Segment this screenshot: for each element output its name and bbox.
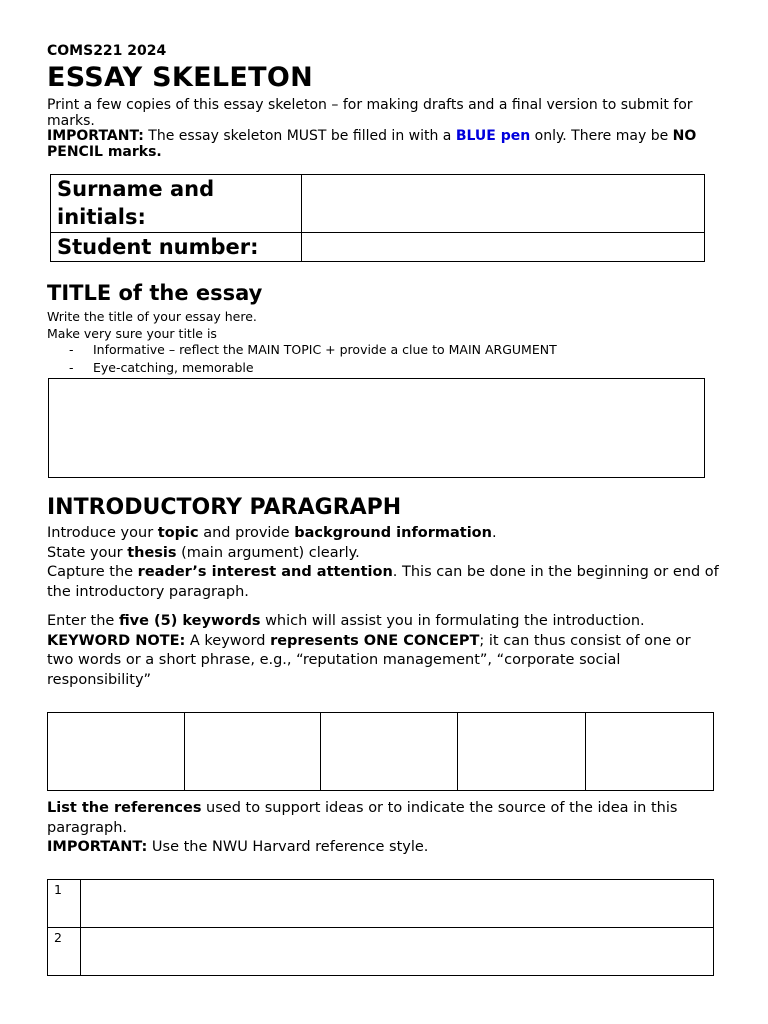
references-table: [47, 879, 714, 976]
reference-number: 2: [48, 928, 81, 976]
interest-guideline: Capture the reader’s interest and attention. This can be done in the beginning or end of the introductory paragraph.: [47, 564, 719, 600]
keyword-cell-3[interactable]: [321, 713, 458, 791]
keyword-cell-4[interactable]: [457, 713, 586, 791]
student-number-label: Student number:: [51, 233, 302, 262]
print-instructions: [47, 98, 719, 160]
keyword-entry-note: Enter the five (5) keywords which will assist you in formulating the introduction.: [47, 613, 645, 629]
table-row: [48, 880, 714, 928]
no-pencil-text: NO PENCIL marks.: [47, 128, 697, 160]
list-item: - Eye-catching, memorable: [69, 360, 254, 375]
keywords-table: [47, 712, 714, 791]
essay-title-box[interactable]: [48, 378, 705, 478]
intro-section-heading: INTRODUCTORY PARAGRAPH: [47, 495, 402, 520]
title-criteria-list: [47, 341, 557, 377]
print-copies-note: Print a few copies of this essay skeleton – for making drafts and a final version to submit for marks.: [47, 97, 693, 129]
blue-pen-text: BLUE pen: [455, 128, 531, 144]
keyword-cell-2[interactable]: [184, 713, 321, 791]
thesis-guideline: State your thesis (main argument) clearly.: [47, 544, 360, 561]
reference-instructions: [47, 799, 719, 858]
pen-requirement-note: IMPORTANT: The essay skeleton MUST be filled in with a BLUE pen only. There may be NO PENCIL marks.: [47, 128, 697, 160]
title-section-heading: TITLE of the essay: [47, 281, 263, 305]
document-title: ESSAY SKELETON: [47, 62, 314, 93]
reference-number: 1: [48, 880, 81, 928]
list-item: - Informative – reflect the MAIN TOPIC + provide a clue to MAIN ARGUMENT: [69, 342, 557, 357]
keyword-definition-note: KEYWORD NOTE: A keyword represents ONE CONCEPT; it can thus consist of one or two words or a short phrase, e.g., “reputation management”, “corporate social responsibility”: [47, 632, 691, 688]
intro-guidelines: [47, 524, 719, 602]
table-row: [48, 928, 714, 976]
keyword-cell-1[interactable]: [48, 713, 185, 791]
surname-label: Surname and initials:: [51, 175, 302, 233]
reference-field[interactable]: [81, 880, 714, 928]
keyword-instructions: [47, 612, 719, 690]
student-details-table: [50, 174, 705, 262]
important-label: IMPORTANT:: [47, 128, 144, 144]
surname-field[interactable]: [302, 175, 705, 233]
keyword-cell-5[interactable]: [586, 713, 714, 791]
reference-style-note: IMPORTANT: Use the NWU Harvard reference style.: [47, 839, 429, 855]
reference-field[interactable]: [81, 928, 714, 976]
topic-guideline: Introduce your topic and provide background information.: [47, 525, 497, 541]
course-code: COMS221 2024: [47, 43, 167, 59]
reference-list-note: List the references used to support ideas or to indicate the source of the idea in this paragraph.: [47, 800, 678, 836]
student-number-field[interactable]: [302, 233, 705, 262]
title-instructions: Write the title of your essay here. Make very sure your title is: [47, 309, 257, 341]
